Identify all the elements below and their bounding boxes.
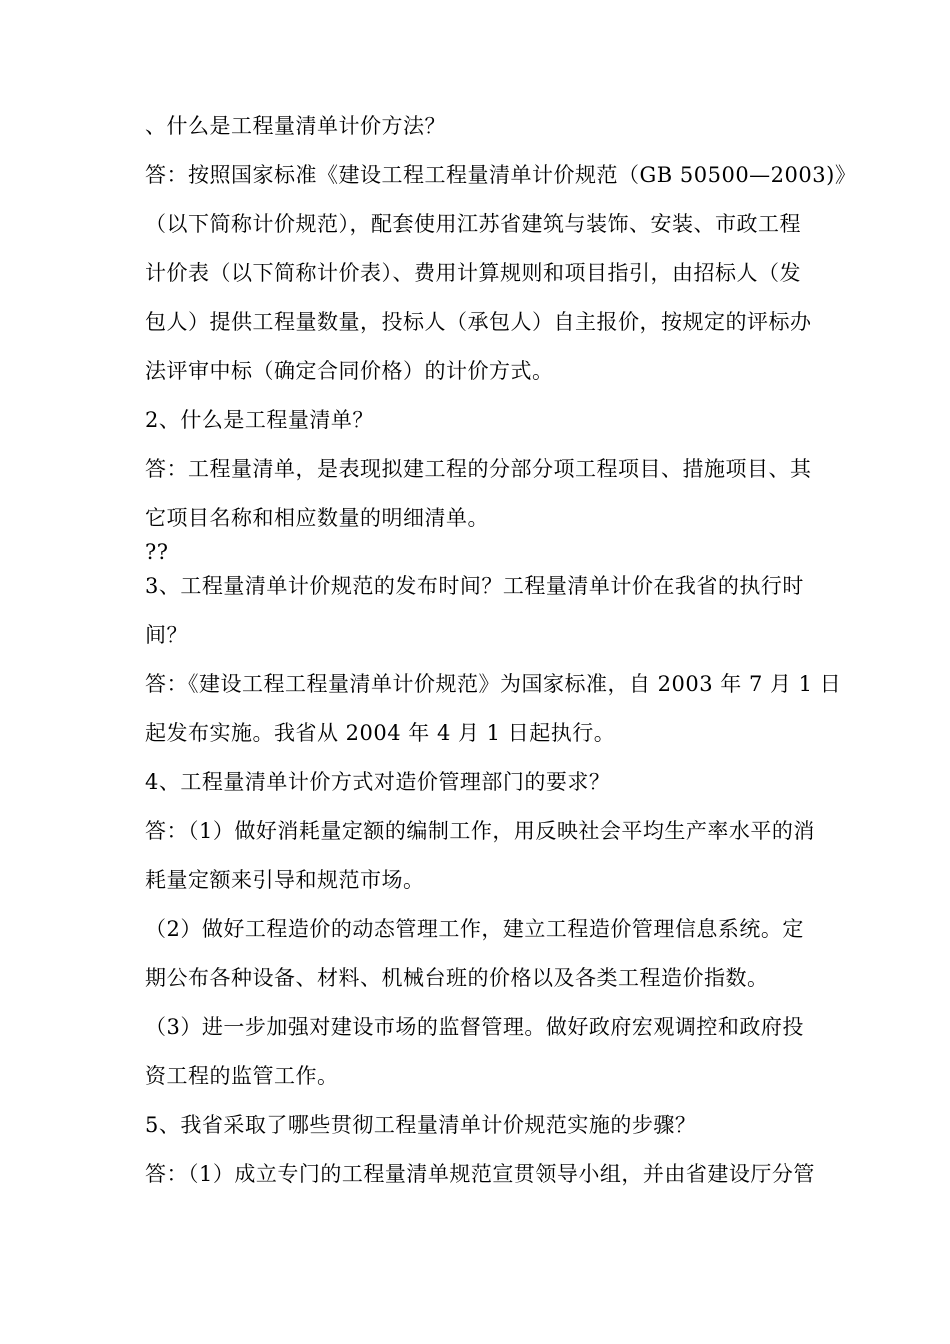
q4-heading: 4、工程量清单计价方式对造价管理部门的要求？ bbox=[145, 770, 611, 794]
q3-heading-line-2: 间？ bbox=[145, 623, 188, 647]
a1-line-3: 计价表（以下简称计价表）、费用计算规则和项目指引，由招标人（发 bbox=[145, 261, 801, 285]
a4-line-4: 期公布各种设备、材料、机械台班的价格以及各类工程造价指数。 bbox=[145, 966, 769, 990]
a1-line-4: 包人）提供工程量数量，投标人（承包人）自主报价，按规定的评标办 bbox=[145, 310, 812, 334]
a1-line-5: 法评审中标（确定合同价格）的计价方式。 bbox=[145, 359, 554, 383]
a2-line-1: 答：工程量清单，是表现拟建工程的分部分项工程项目、措施项目、其 bbox=[145, 457, 812, 481]
a4-line-3: （2）做好工程造价的动态管理工作，建立工程造价管理信息系统。定 bbox=[145, 917, 804, 941]
a2-line-2: 它项目名称和相应数量的明细清单。 bbox=[145, 506, 489, 530]
a4-line-5: （3）进一步加强对建设市场的监督管理。做好政府宏观调控和政府投 bbox=[145, 1015, 804, 1039]
q3-heading-line-1: 3、工程量清单计价规范的发布时间？工程量清单计价在我省的执行时 bbox=[145, 574, 804, 598]
unknown-glyphs: ?? bbox=[145, 540, 169, 564]
q1-heading: 、什么是工程量清单计价方法？ bbox=[145, 114, 446, 138]
q2-heading: 2、什么是工程量清单？ bbox=[145, 408, 374, 432]
a4-line-1: 答：（1）做好消耗量定额的编制工作，用反映社会平均生产率水平的消 bbox=[145, 819, 815, 843]
a3-line-2: 起发布实施。我省从 2004 年 4 月 1 日起执行。 bbox=[145, 721, 616, 745]
a5-line-1: 答：（1）成立专门的工程量清单规范宣贯领导小组，并由省建设厅分管 bbox=[145, 1162, 815, 1186]
a1-line-1: 答：按照国家标准《建设工程工程量清单计价规范（GB 50500—2003)》 bbox=[145, 163, 857, 187]
a1-line-2: （以下简称计价规范），配套使用江苏省建筑与装饰、安装、市政工程 bbox=[145, 212, 801, 236]
a3-line-1: 答：《建设工程工程量清单计价规范》为国家标准，自 2003 年 7 月 1 日 bbox=[145, 672, 842, 696]
a4-line-2: 耗量定额来引导和规范市场。 bbox=[145, 868, 425, 892]
q5-heading: 5、我省采取了哪些贯彻工程量清单计价规范实施的步骤？ bbox=[145, 1113, 697, 1137]
a4-line-6: 资工程的监管工作。 bbox=[145, 1064, 339, 1088]
document-body bbox=[145, 114, 857, 1186]
